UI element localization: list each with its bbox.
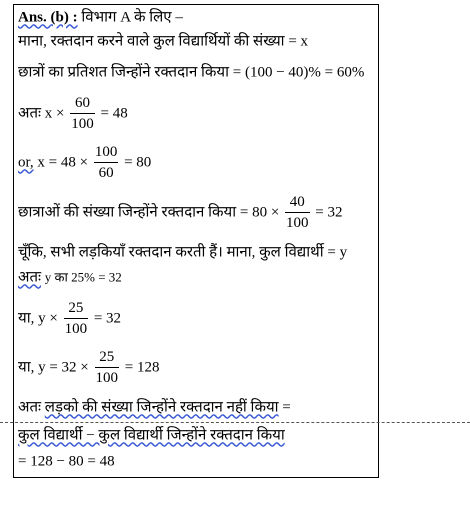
- line-equation-1: [18, 94, 128, 133]
- numerator: 40: [289, 194, 305, 210]
- assumption-text: माना, रक्तदान करने वाले कुल विद्यार्थियों की संख्या: [18, 33, 285, 50]
- assumption-math: = x: [288, 33, 309, 50]
- line-equation-2: [18, 143, 151, 182]
- answer-label: Ans. (b) :: [18, 9, 78, 26]
- dashed-separator: [0, 422, 470, 423]
- denominator: 100: [95, 367, 120, 387]
- line-assumption: [18, 32, 308, 51]
- percent-statement: y का 25% = 32: [44, 269, 122, 285]
- fraction: [70, 94, 95, 133]
- denominator: 100: [64, 318, 89, 338]
- line-percentage: [18, 63, 364, 82]
- numerator: 25: [68, 300, 84, 316]
- boys-text: लड़को की संख्या जिन्होंने रक्तदान नहीं किया: [44, 399, 279, 416]
- line-percent-statement: [18, 268, 122, 287]
- result-value: 48: [99, 453, 115, 470]
- denominator: 100: [285, 212, 310, 232]
- lead-word: अतः: [18, 399, 42, 416]
- denominator: 100: [70, 113, 95, 133]
- difference-text: कुल विद्यार्थी − कुल विद्यार्थी जिन्होंने रक्तदान किया: [18, 427, 285, 444]
- section-heading: विभाग A के लिए –: [81, 9, 183, 26]
- equation-pre: x = 48 ×: [37, 154, 89, 171]
- line-equation-3: [18, 299, 121, 338]
- line-equation-4: [18, 348, 159, 387]
- percentage-math: = (100 − 40)% = 60%: [232, 64, 365, 81]
- assumption-math: = y: [327, 244, 348, 261]
- percentage-text: छात्रों का प्रतिशत जिन्होंने रक्तदान किया: [18, 64, 230, 81]
- fraction: [285, 193, 310, 232]
- equation-pre: x ×: [44, 105, 65, 122]
- equation-pre: y = 32 ×: [38, 359, 89, 376]
- fraction: [64, 299, 89, 338]
- line-boys-count: [18, 398, 291, 417]
- equation-post: = 48: [100, 105, 128, 122]
- equation-pre: = 80 ×: [239, 204, 280, 221]
- lead-word: या,: [18, 310, 35, 327]
- equation-post: = 32: [315, 204, 343, 221]
- equation-pre: y ×: [38, 310, 58, 327]
- equation-post: = 80: [124, 154, 152, 171]
- line-second-assumption: [18, 243, 347, 262]
- numerator: 25: [99, 349, 115, 365]
- fraction: [95, 348, 120, 387]
- lead-word: अतः: [18, 269, 42, 286]
- denominator: 60: [94, 162, 119, 182]
- line-difference: [18, 426, 285, 445]
- numerator: 60: [75, 95, 91, 111]
- assumption-text: चूँकि, सभी लड़कियाँ रक्तदान करती हैं। माना, कुल विद्यार्थी: [18, 244, 324, 261]
- lead-word: अतः: [18, 105, 42, 122]
- equation-post: = 128: [124, 359, 160, 376]
- equation-post: = 32: [93, 310, 122, 327]
- girls-text: छात्राओं की संख्या जिन्होंने रक्तदान किया: [18, 204, 237, 221]
- line-girls-count: [18, 193, 343, 232]
- lead-word: or,: [18, 154, 34, 171]
- numerator: 100: [94, 144, 118, 160]
- result-math: = 128 − 80 =: [18, 453, 96, 470]
- lead-word: या,: [18, 359, 35, 376]
- line-final-result: [18, 452, 115, 471]
- boys-math: =: [282, 399, 291, 416]
- fraction: [94, 143, 119, 182]
- line-answer-heading: [18, 8, 183, 27]
